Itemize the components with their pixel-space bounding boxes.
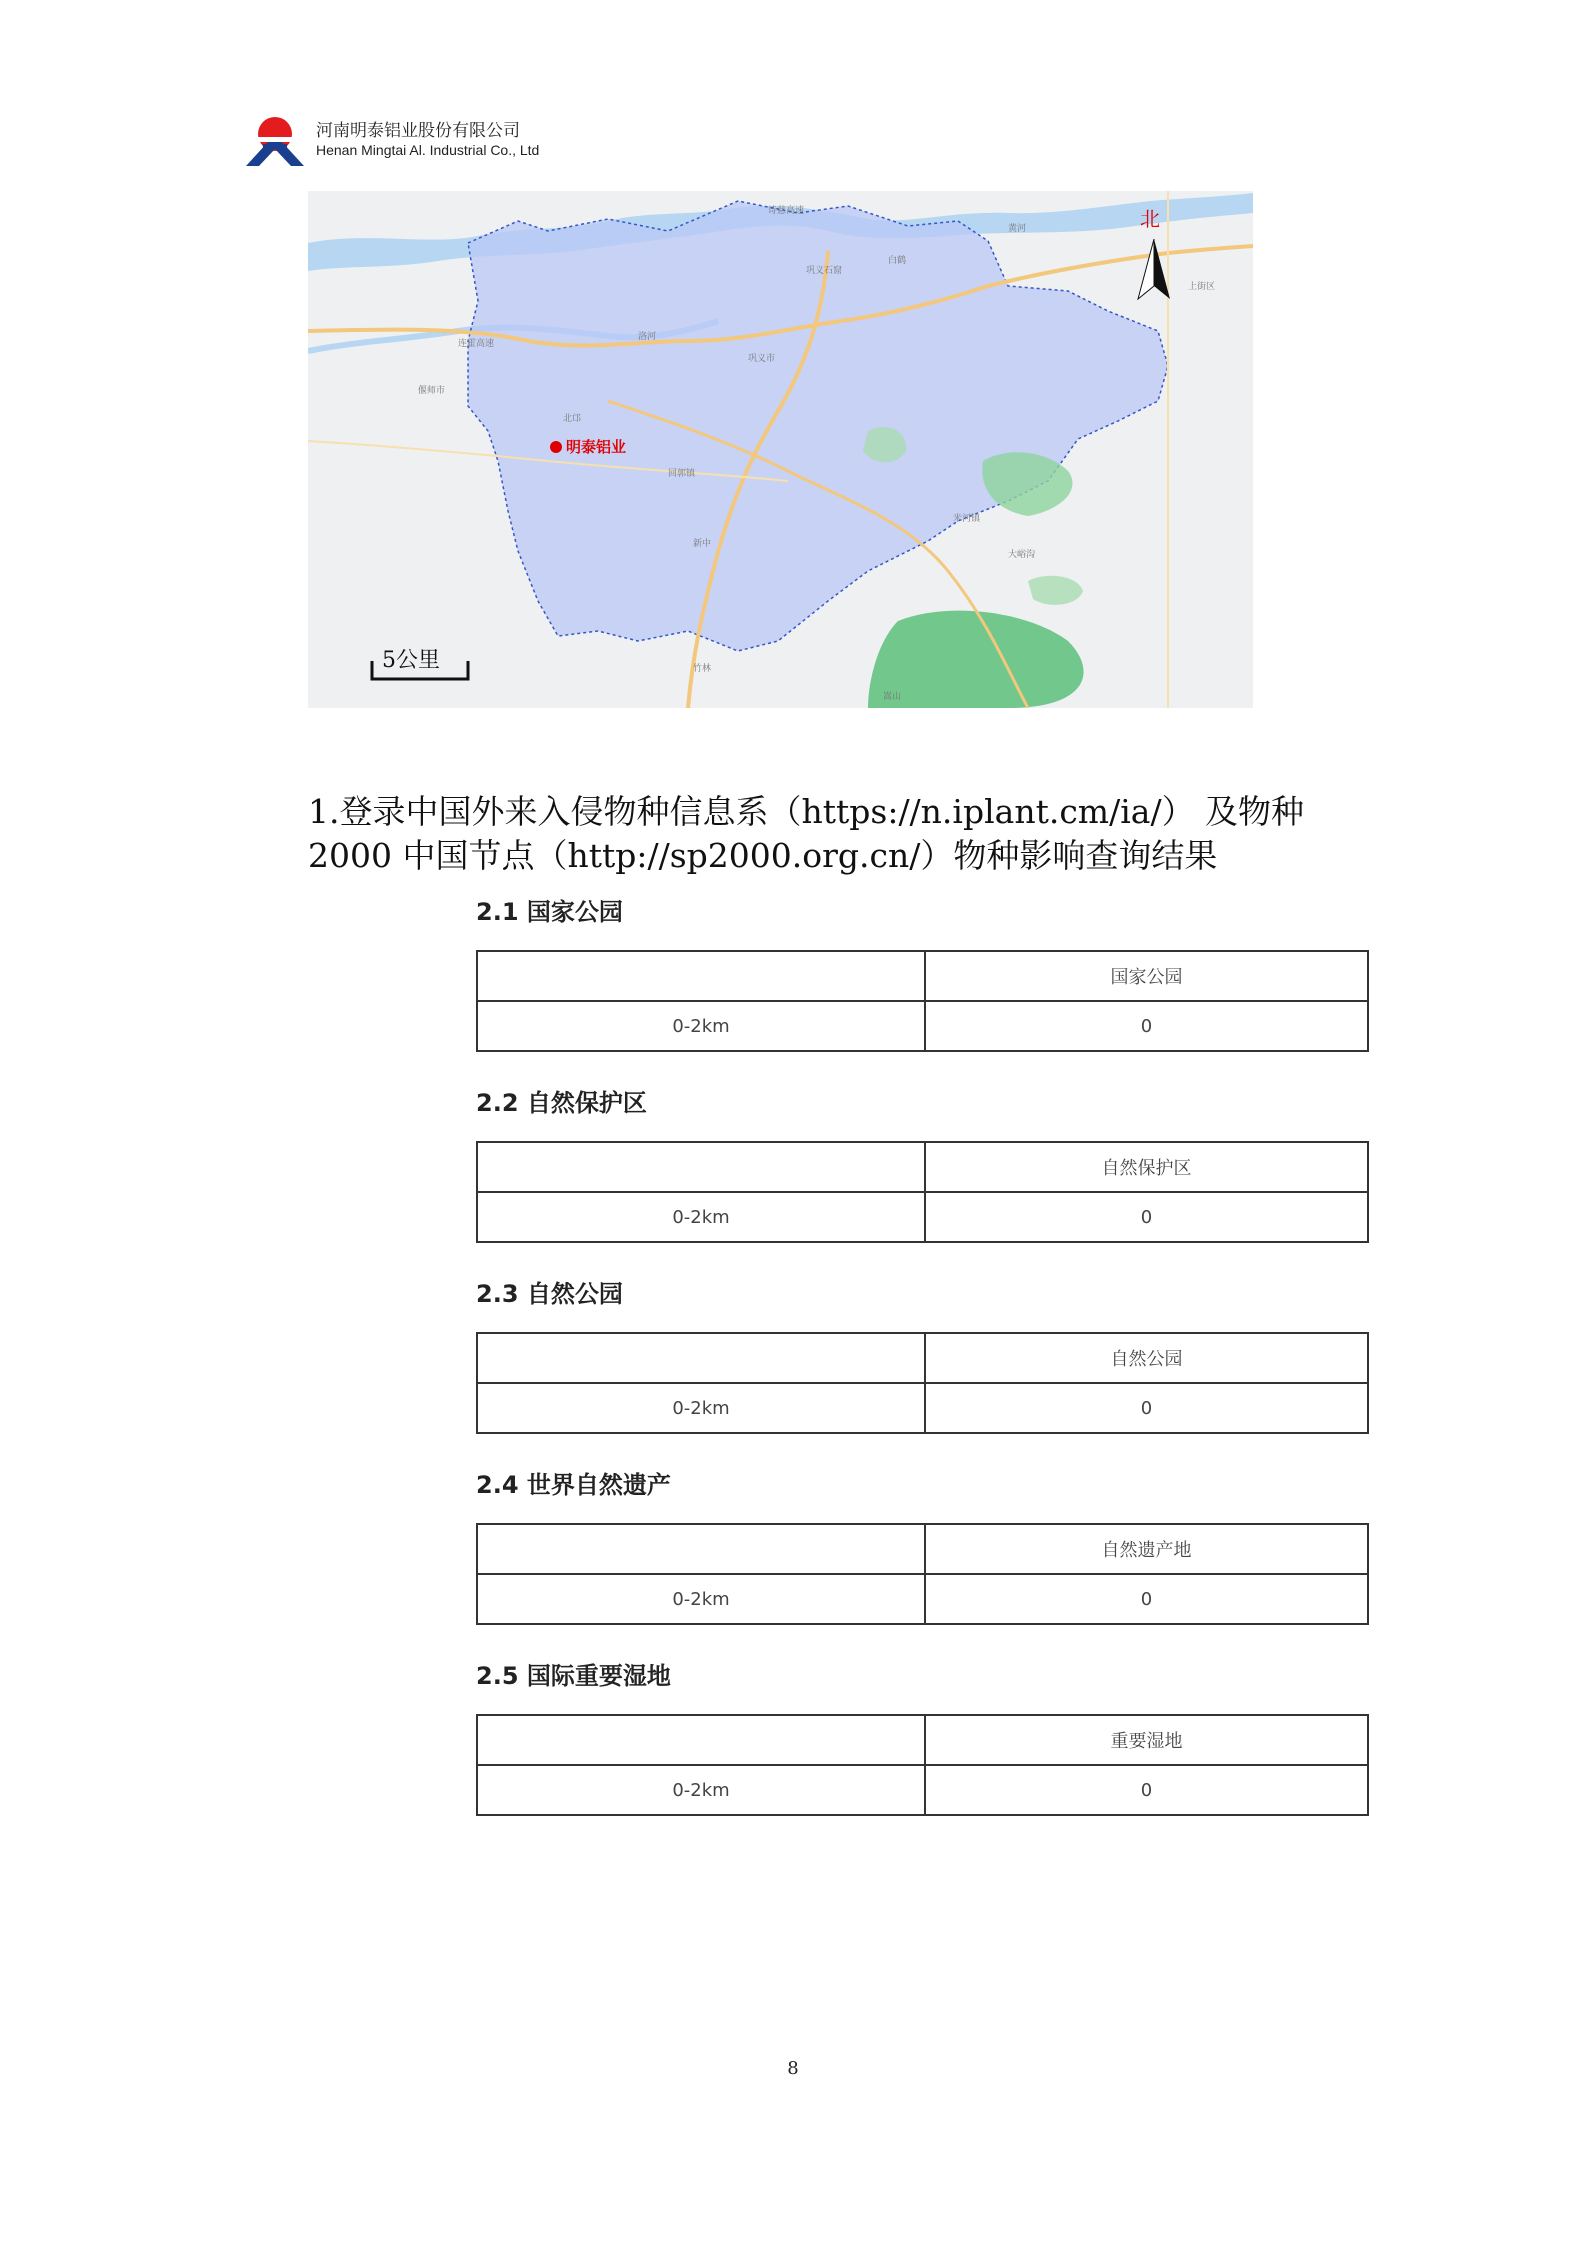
section-title: 2.5 国际重要湿地 bbox=[476, 1662, 671, 1690]
section-title: 2.2 自然保护区 bbox=[476, 1089, 647, 1117]
map-place-label: 偃师市 bbox=[418, 386, 446, 396]
table-row bbox=[477, 1765, 1368, 1815]
result-table bbox=[476, 1523, 1369, 1625]
table-cell-empty bbox=[477, 951, 925, 1001]
result-table bbox=[476, 950, 1369, 1052]
table-row bbox=[477, 1001, 1368, 1051]
plant-location-marker bbox=[550, 436, 626, 457]
paragraph-line: 2000 中国节点（http://sp2000.org.cn/）物种影响查询结果 bbox=[308, 836, 1218, 875]
table-header-row bbox=[477, 1715, 1368, 1765]
location-dot-icon bbox=[550, 441, 562, 453]
map-place-label: 连霍高速 bbox=[458, 339, 495, 349]
table-row bbox=[477, 1192, 1368, 1242]
section-title: 2.3 自然公园 bbox=[476, 1280, 623, 1308]
result-table bbox=[476, 1141, 1369, 1243]
map-place-label: 上街区 bbox=[1188, 282, 1216, 292]
paragraph-line: 1.登录中国外来入侵物种信息系（https://n.iplant.cm/ia/） 及物种 bbox=[308, 792, 1305, 831]
section-title: 2.1 国家公园 bbox=[476, 898, 623, 926]
distance-cell: 0-2km bbox=[477, 1001, 925, 1051]
count-cell: 0 bbox=[925, 1765, 1368, 1815]
table-header-cell: 自然遗产地 bbox=[925, 1524, 1368, 1574]
map-place-label: 巩义石窟 bbox=[806, 266, 843, 276]
table-cell-empty bbox=[477, 1142, 925, 1192]
company-logo bbox=[244, 112, 306, 168]
table-cell-empty bbox=[477, 1524, 925, 1574]
table-header-cell: 重要湿地 bbox=[925, 1715, 1368, 1765]
map-place-label: 回郭镇 bbox=[668, 469, 696, 479]
distance-cell: 0-2km bbox=[477, 1383, 925, 1433]
count-cell: 0 bbox=[925, 1574, 1368, 1624]
plant-label: 明泰铝业 bbox=[566, 438, 627, 456]
table-header-row bbox=[477, 1142, 1368, 1192]
map-place-label: 米河镇 bbox=[953, 514, 981, 524]
count-cell: 0 bbox=[925, 1001, 1368, 1051]
table-row bbox=[477, 1383, 1368, 1433]
table-header-row bbox=[477, 1333, 1368, 1383]
table-header-cell: 国家公园 bbox=[925, 951, 1368, 1001]
north-label: 北 bbox=[1140, 207, 1160, 231]
count-cell: 0 bbox=[925, 1383, 1368, 1433]
map-place-label: 竹林 bbox=[693, 664, 712, 674]
page-number: 8 bbox=[787, 2058, 799, 2079]
table-header-cell: 自然保护区 bbox=[925, 1142, 1368, 1192]
map-place-label: 新中 bbox=[693, 539, 712, 549]
location-map bbox=[308, 191, 1253, 708]
query-description bbox=[308, 790, 1348, 878]
table-cell-empty bbox=[477, 1715, 925, 1765]
distance-cell: 0-2km bbox=[477, 1574, 925, 1624]
map-place-label: 白鹤 bbox=[888, 256, 907, 266]
result-table bbox=[476, 1332, 1369, 1434]
table-cell-empty bbox=[477, 1333, 925, 1383]
table-row bbox=[477, 1574, 1368, 1624]
map-place-label: 大峪沟 bbox=[1008, 550, 1036, 560]
distance-cell: 0-2km bbox=[477, 1192, 925, 1242]
map-place-label: 洛河 bbox=[638, 332, 657, 342]
map-place-label: 诗慈高速 bbox=[768, 206, 805, 216]
scale-label: 5公里 bbox=[382, 648, 440, 673]
map-place-label: 黄河 bbox=[1008, 224, 1027, 234]
table-header-cell: 自然公园 bbox=[925, 1333, 1368, 1383]
table-header-row bbox=[477, 1524, 1368, 1574]
map-place-label: 北邙 bbox=[563, 414, 582, 424]
section-title: 2.4 世界自然遗产 bbox=[476, 1471, 671, 1499]
map-place-label: 嵩山 bbox=[883, 692, 902, 702]
map-place-label: 巩义市 bbox=[748, 354, 776, 364]
table-header-row bbox=[477, 951, 1368, 1001]
company-name-en: Henan Mingtai Al. Industrial Co., Ltd bbox=[316, 142, 540, 158]
map-graphic bbox=[308, 191, 1253, 708]
distance-cell: 0-2km bbox=[477, 1765, 925, 1815]
result-table bbox=[476, 1714, 1369, 1816]
company-name-cn: 河南明泰铝业股份有限公司 bbox=[316, 121, 520, 141]
count-cell: 0 bbox=[925, 1192, 1368, 1242]
